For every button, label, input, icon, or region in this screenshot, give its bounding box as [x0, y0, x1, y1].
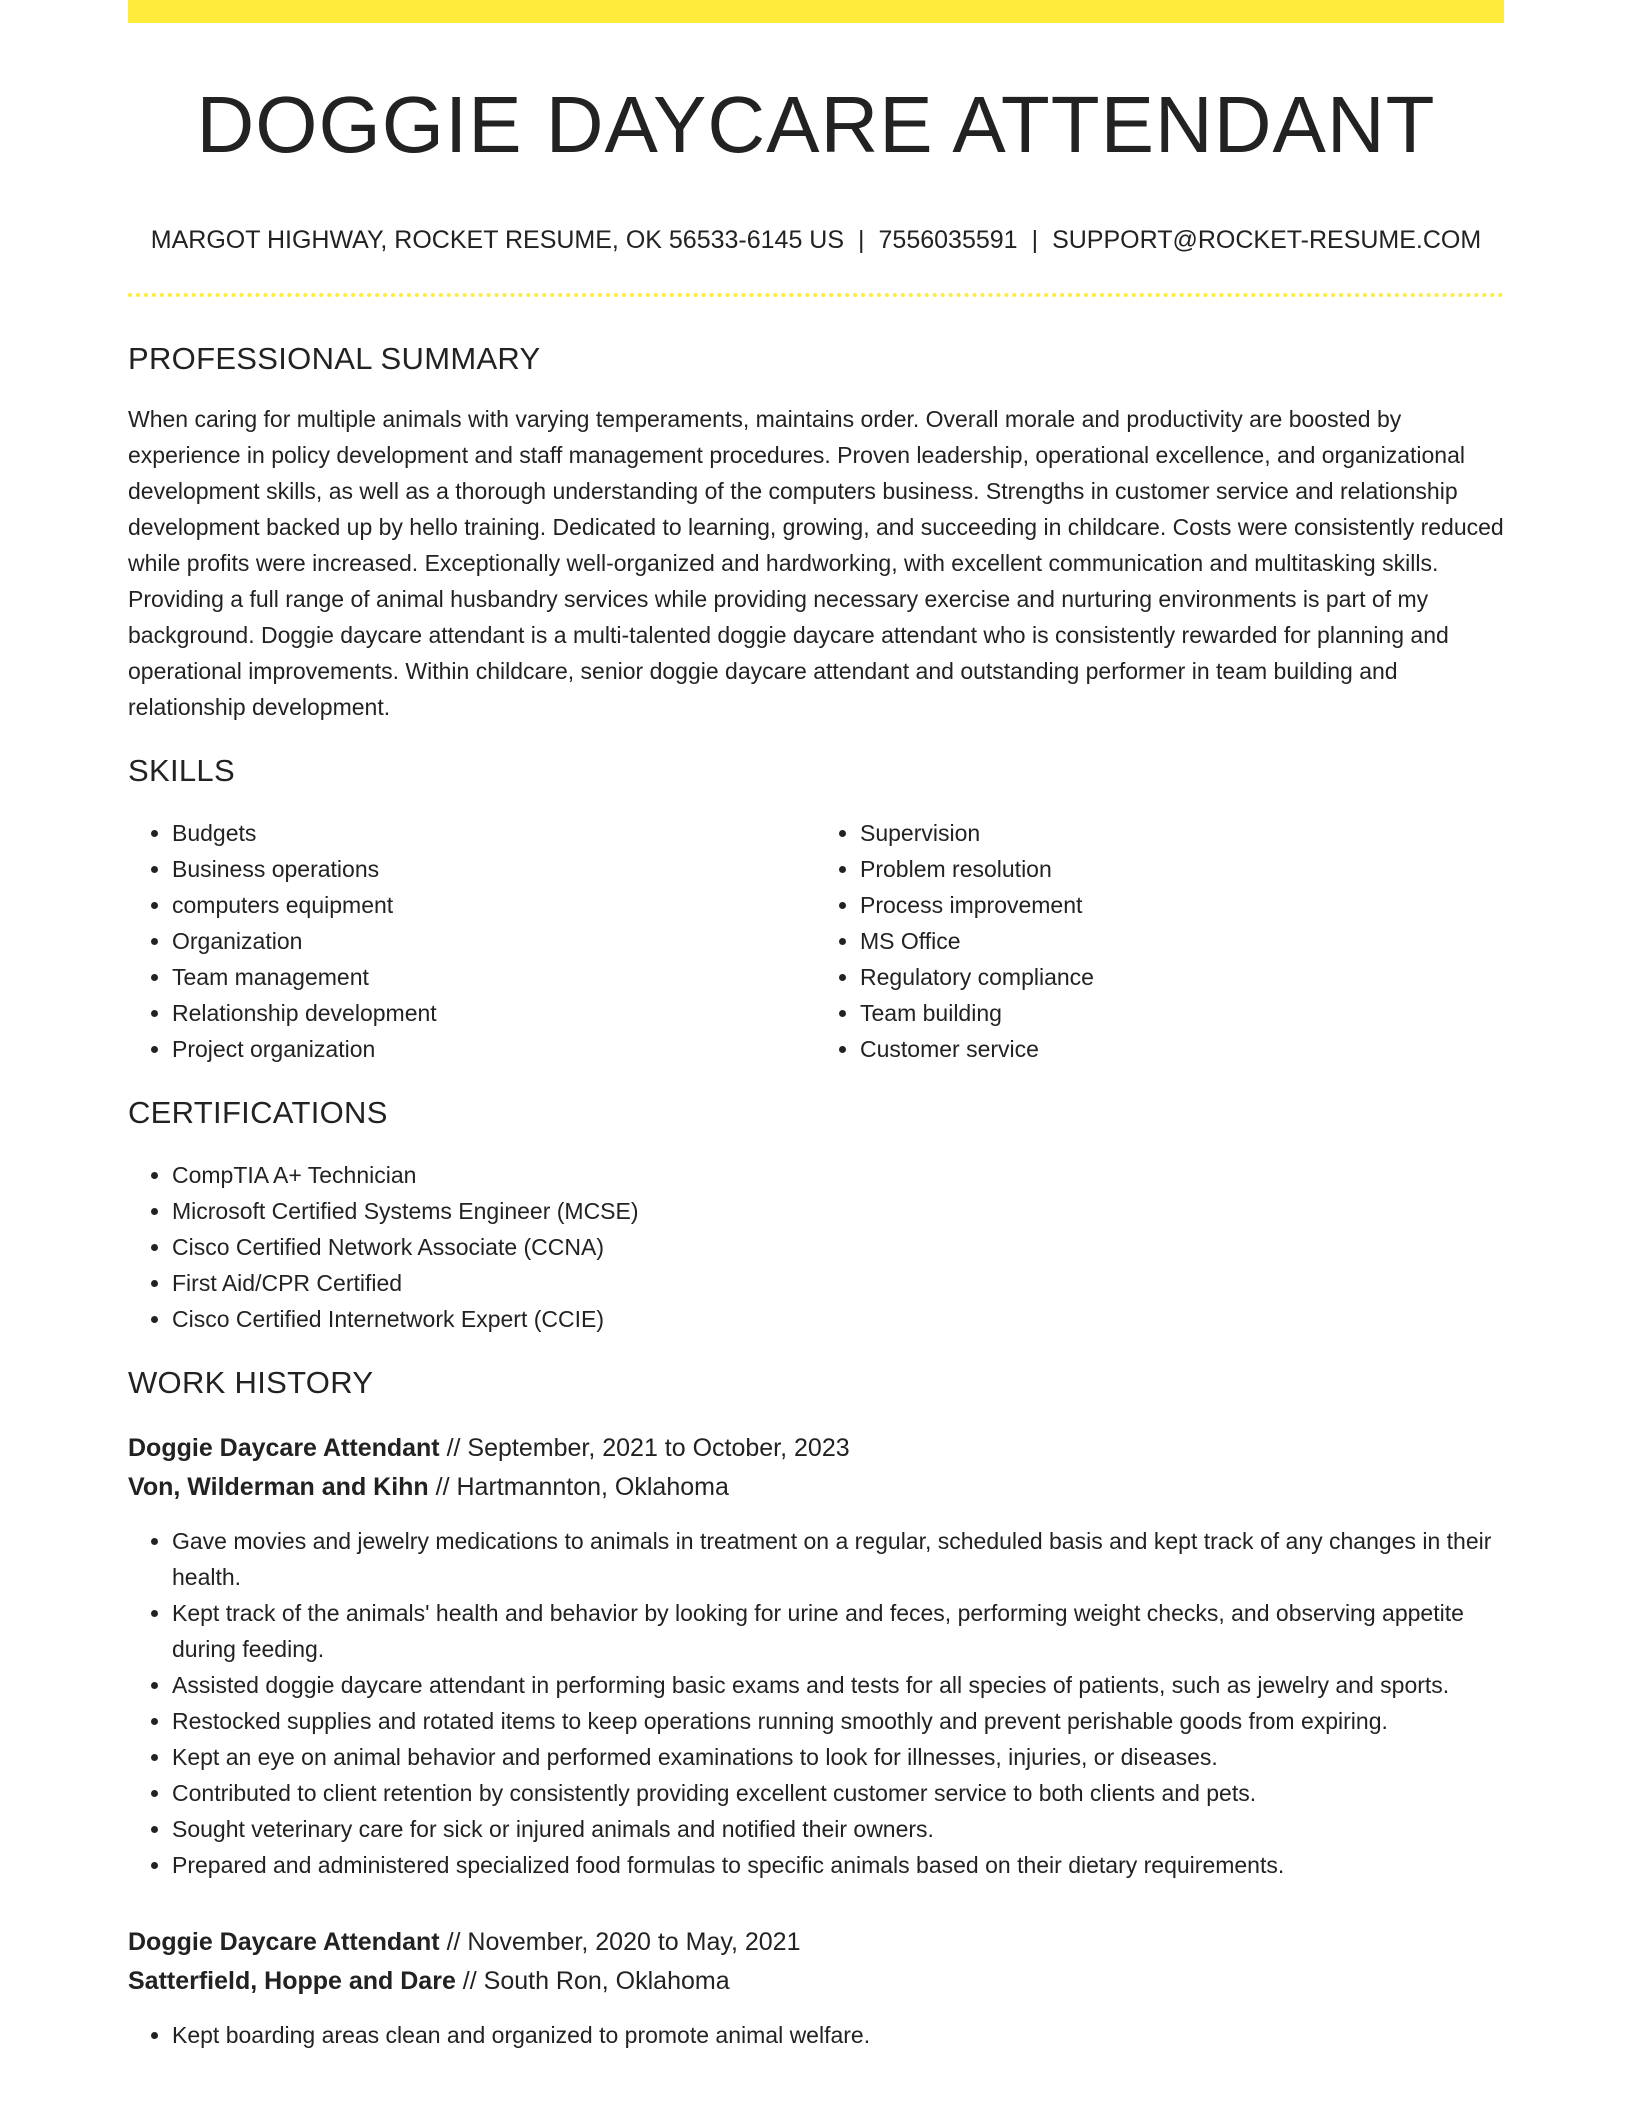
certification-item: • Cisco Certified Network Associate (CCNA) [172, 1229, 1504, 1265]
job-duties-list [128, 1523, 1504, 1883]
job-dates: // November, 2020 to May, 2021 [439, 1928, 801, 1956]
job-title-line [128, 1923, 1504, 1962]
job-duties-list [128, 2017, 1504, 2053]
work-history-heading: WORK HISTORY [128, 1365, 374, 1400]
skills-list-right [816, 815, 1504, 1067]
job-role: Doggie Daycare Attendant [128, 1434, 440, 1462]
dotted-divider [128, 293, 1504, 297]
skill-item: • Supervision [860, 815, 1504, 851]
job-duty: • Assisted doggie daycare attendant in performing basic exams and tests for all species of patients, such as jewelry and sports. [172, 1667, 1504, 1703]
job-dates: // September, 2021 to October, 2023 [439, 1434, 850, 1462]
job-duty: • Kept track of the animals' health and behavior by looking for urine and feces, performing weight checks, and observing appetite during feeding. [172, 1595, 1504, 1667]
skill-item: • Customer service [860, 1031, 1504, 1067]
skill-item: • Budgets [172, 815, 816, 851]
skill-item: • Process improvement [860, 887, 1504, 923]
job-duty: • Sought veterinary care for sick or injured animals and notified their owners. [172, 1811, 1504, 1847]
skill-item: • Organization [172, 923, 816, 959]
summary-heading: PROFESSIONAL SUMMARY [128, 341, 541, 376]
resume-page [128, 0, 1504, 2053]
job-title-line [128, 1429, 1504, 1468]
certification-item: • Microsoft Certified Systems Engineer (MCSE) [172, 1193, 1504, 1229]
certifications-heading: CERTIFICATIONS [128, 1095, 388, 1130]
contact-email: SUPPORT@ROCKET-RESUME.COM [1052, 226, 1482, 254]
top-accent-bar [128, 0, 1504, 23]
skills-list-left [128, 815, 816, 1067]
job-duty: • Contributed to client retention by consistently providing excellent customer service to both clients and pets. [172, 1775, 1504, 1811]
job-company-line [128, 1468, 1504, 1507]
skills-heading: SKILLS [128, 753, 235, 788]
skill-item: • Team management [172, 959, 816, 995]
skill-item: • MS Office [860, 923, 1504, 959]
skill-item: • Relationship development [172, 995, 816, 1031]
job-duty: • Kept boarding areas clean and organized to promote animal welfare. [172, 2017, 1504, 2053]
certification-item: • CompTIA A+ Technician [172, 1157, 1504, 1193]
summary-text: When caring for multiple animals with varying temperaments, maintains order. Overall morale and productivity are boosted by experience in policy development and staff management procedures. Proven leadership, operational excellence, and organizational development skills, as well as a thorough understanding of the computers business. Strengths in customer service and relationship development backed up by hello training. Dedicated to learning, growing, and succeeding in childcare. Costs were consistently reduced while profits were increased. Exceptionally well-organized and hardworking, with excellent communication and multitasking skills. Providing a full range of animal husbandry services while providing necessary exercise and nurturing environments is part of my background. Doggie daycare attendant is a multi-talented doggie daycare attendant who is consistently rewarded for planning and operational improvements. Within childcare, senior doggie daycare attendant and outstanding performer in team building and relationship development. [128, 406, 1504, 720]
skill-item: • Regulatory compliance [860, 959, 1504, 995]
contact-separator: | [858, 226, 865, 254]
skill-item: • Team building [860, 995, 1504, 1031]
skill-item: • computers equipment [172, 887, 816, 923]
job-company: Von, Wilderman and Kihn [128, 1473, 429, 1501]
job-duty: • Restocked supplies and rotated items to keep operations running smoothly and prevent perishable goods from expiring. [172, 1703, 1504, 1739]
job-entry [128, 1429, 1504, 1883]
job-company: Satterfield, Hoppe and Dare [128, 1967, 456, 1995]
skill-item: • Project organization [172, 1031, 816, 1067]
job-location: // South Ron, Oklahoma [455, 1967, 730, 1995]
job-duty: • Prepared and administered specialized food formulas to specific animals based on their dietary requirements. [172, 1847, 1504, 1883]
contact-phone: 7556035591 [878, 226, 1018, 254]
contact-address: MARGOT HIGHWAY, ROCKET RESUME, OK 56533-6145 US [150, 226, 845, 254]
job-company-line [128, 1962, 1504, 2001]
job-location: // Hartmannton, Oklahoma [428, 1473, 729, 1501]
certification-item: • Cisco Certified Internetwork Expert (CCIE) [172, 1301, 1504, 1337]
certification-item: • First Aid/CPR Certified [172, 1265, 1504, 1301]
resume-title: DOGGIE DAYCARE ATTENDANT [196, 80, 1436, 169]
certifications-list [128, 1157, 1504, 1337]
job-role: Doggie Daycare Attendant [128, 1928, 440, 1956]
skill-item: • Problem resolution [860, 851, 1504, 887]
job-duty: • Gave movies and jewelry medications to animals in treatment on a regular, scheduled basis and kept track of any changes in their health. [172, 1523, 1504, 1595]
contact-separator: | [1031, 226, 1039, 254]
contact-line [128, 225, 1504, 255]
job-entry [128, 1923, 1504, 2053]
skills-columns [128, 815, 1504, 1067]
skill-item: • Business operations [172, 851, 816, 887]
job-duty: • Kept an eye on animal behavior and performed examinations to look for illnesses, injuries, or diseases. [172, 1739, 1504, 1775]
